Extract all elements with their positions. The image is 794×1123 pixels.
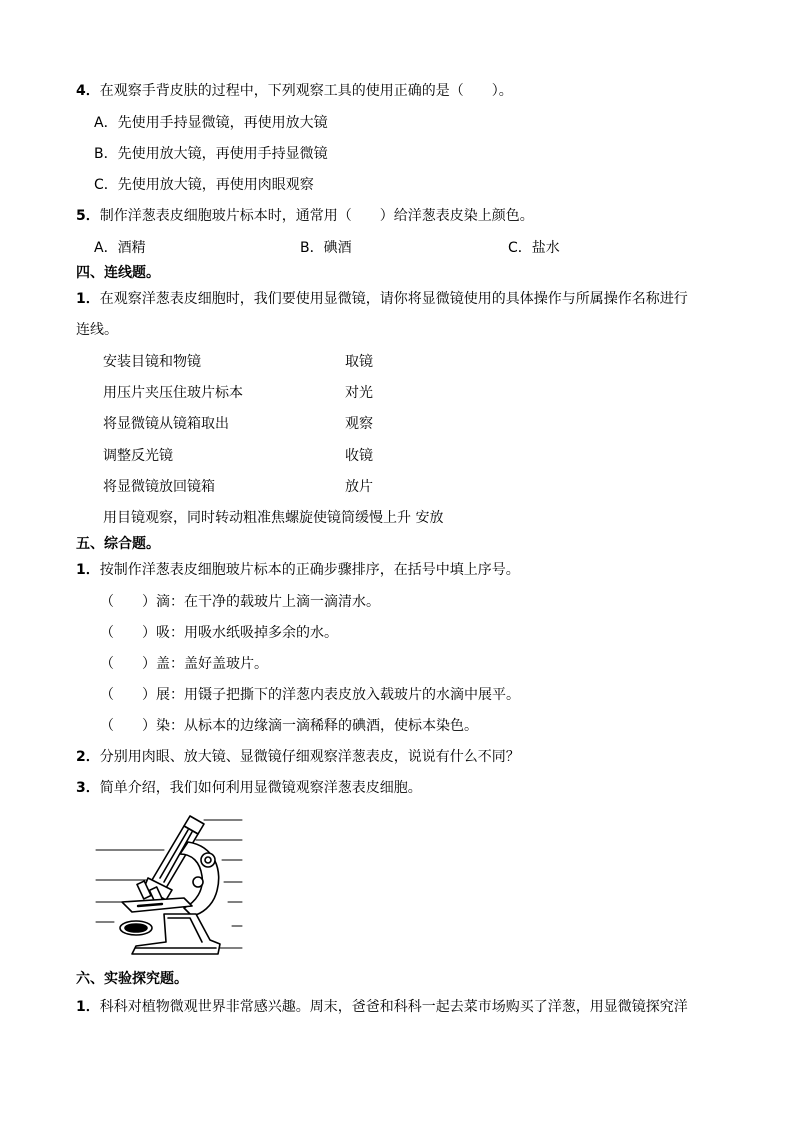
q5-option-c: C．盐水 [508,240,560,256]
step-2: （ ）吸：用吸水纸吸掉多余的水。 [100,625,338,641]
match-right-4: 收镜 [345,448,373,464]
microscope-diagram [92,810,244,960]
match-left-1: 安装目镜和物镜 [103,354,201,370]
section4-q1-line2: 连线。 [76,322,118,338]
section6-q1-stem: 1．科科对植物微观世界非常感兴趣。周末，爸爸和科科一起去菜市场购买了洋葱，用显微镜探究洋 [76,999,688,1015]
step-1: （ ）滴：在干净的载玻片上滴一滴清水。 [100,594,380,610]
match-left-2: 用压片夹压住玻片标本 [103,385,243,401]
section5-q3-stem: 3．简单介绍，我们如何利用显微镜观察洋葱表皮细胞。 [76,780,422,796]
section4-q1-line1: 1．在观察洋葱表皮细胞时，我们要使用显微镜，请你将显微镜使用的具体操作与所属操作名称进行 [76,291,688,307]
q5-option-b: B．碘酒 [300,240,352,256]
section5-q1-stem: 1．按制作洋葱表皮细胞玻片标本的正确步骤排序，在括号中填上序号。 [76,562,520,578]
match-right-1: 取镜 [345,354,373,370]
section4-title: 四、连线题。 [76,265,160,281]
step-5: （ ）染：从标本的边缘滴一滴稀释的碘酒，使标本染色。 [100,718,478,734]
section5-title: 五、综合题。 [76,536,160,552]
q4-option-a: A．先使用手持显微镜，再使用放大镜 [94,115,328,131]
mirror [120,921,152,935]
q4-option-c: C．先使用放大镜，再使用肉眼观察 [94,177,314,193]
match-left-3: 将显微镜从镜箱取出 [103,416,229,432]
q4-option-b: B．先使用放大镜，再使用手持显微镜 [94,146,328,162]
match-right-2: 对光 [345,385,373,401]
q4-stem: 4．在观察手背皮肤的过程中，下列观察工具的使用正确的是（ ）。 [76,83,513,99]
section5-q2-stem: 2．分别用肉眼、放大镜、显微镜仔细观察洋葱表皮，说说有什么不同？ [76,749,520,765]
microscope-stage [122,898,192,912]
match-right-3: 观察 [345,416,373,432]
match-last-line: 用目镜观察，同时转动粗准焦螺旋使镜筒缓慢上升 安放 [103,510,444,526]
q5-stem: 5．制作洋葱表皮细胞玻片标本时，通常用（ ）给洋葱表皮染上颜色。 [76,208,534,224]
step-4: （ ）展：用镊子把撕下的洋葱内表皮放入载玻片的水滴中展平。 [100,687,520,703]
match-left-4: 调整反光镜 [103,448,173,464]
q5-option-a: A．酒精 [94,240,146,256]
match-right-5: 放片 [345,479,373,495]
step-3: （ ）盖：盖好盖玻片。 [100,656,268,672]
section6-title: 六、实验探究题。 [76,971,188,987]
match-left-5: 将显微镜放回镜箱 [103,479,215,495]
